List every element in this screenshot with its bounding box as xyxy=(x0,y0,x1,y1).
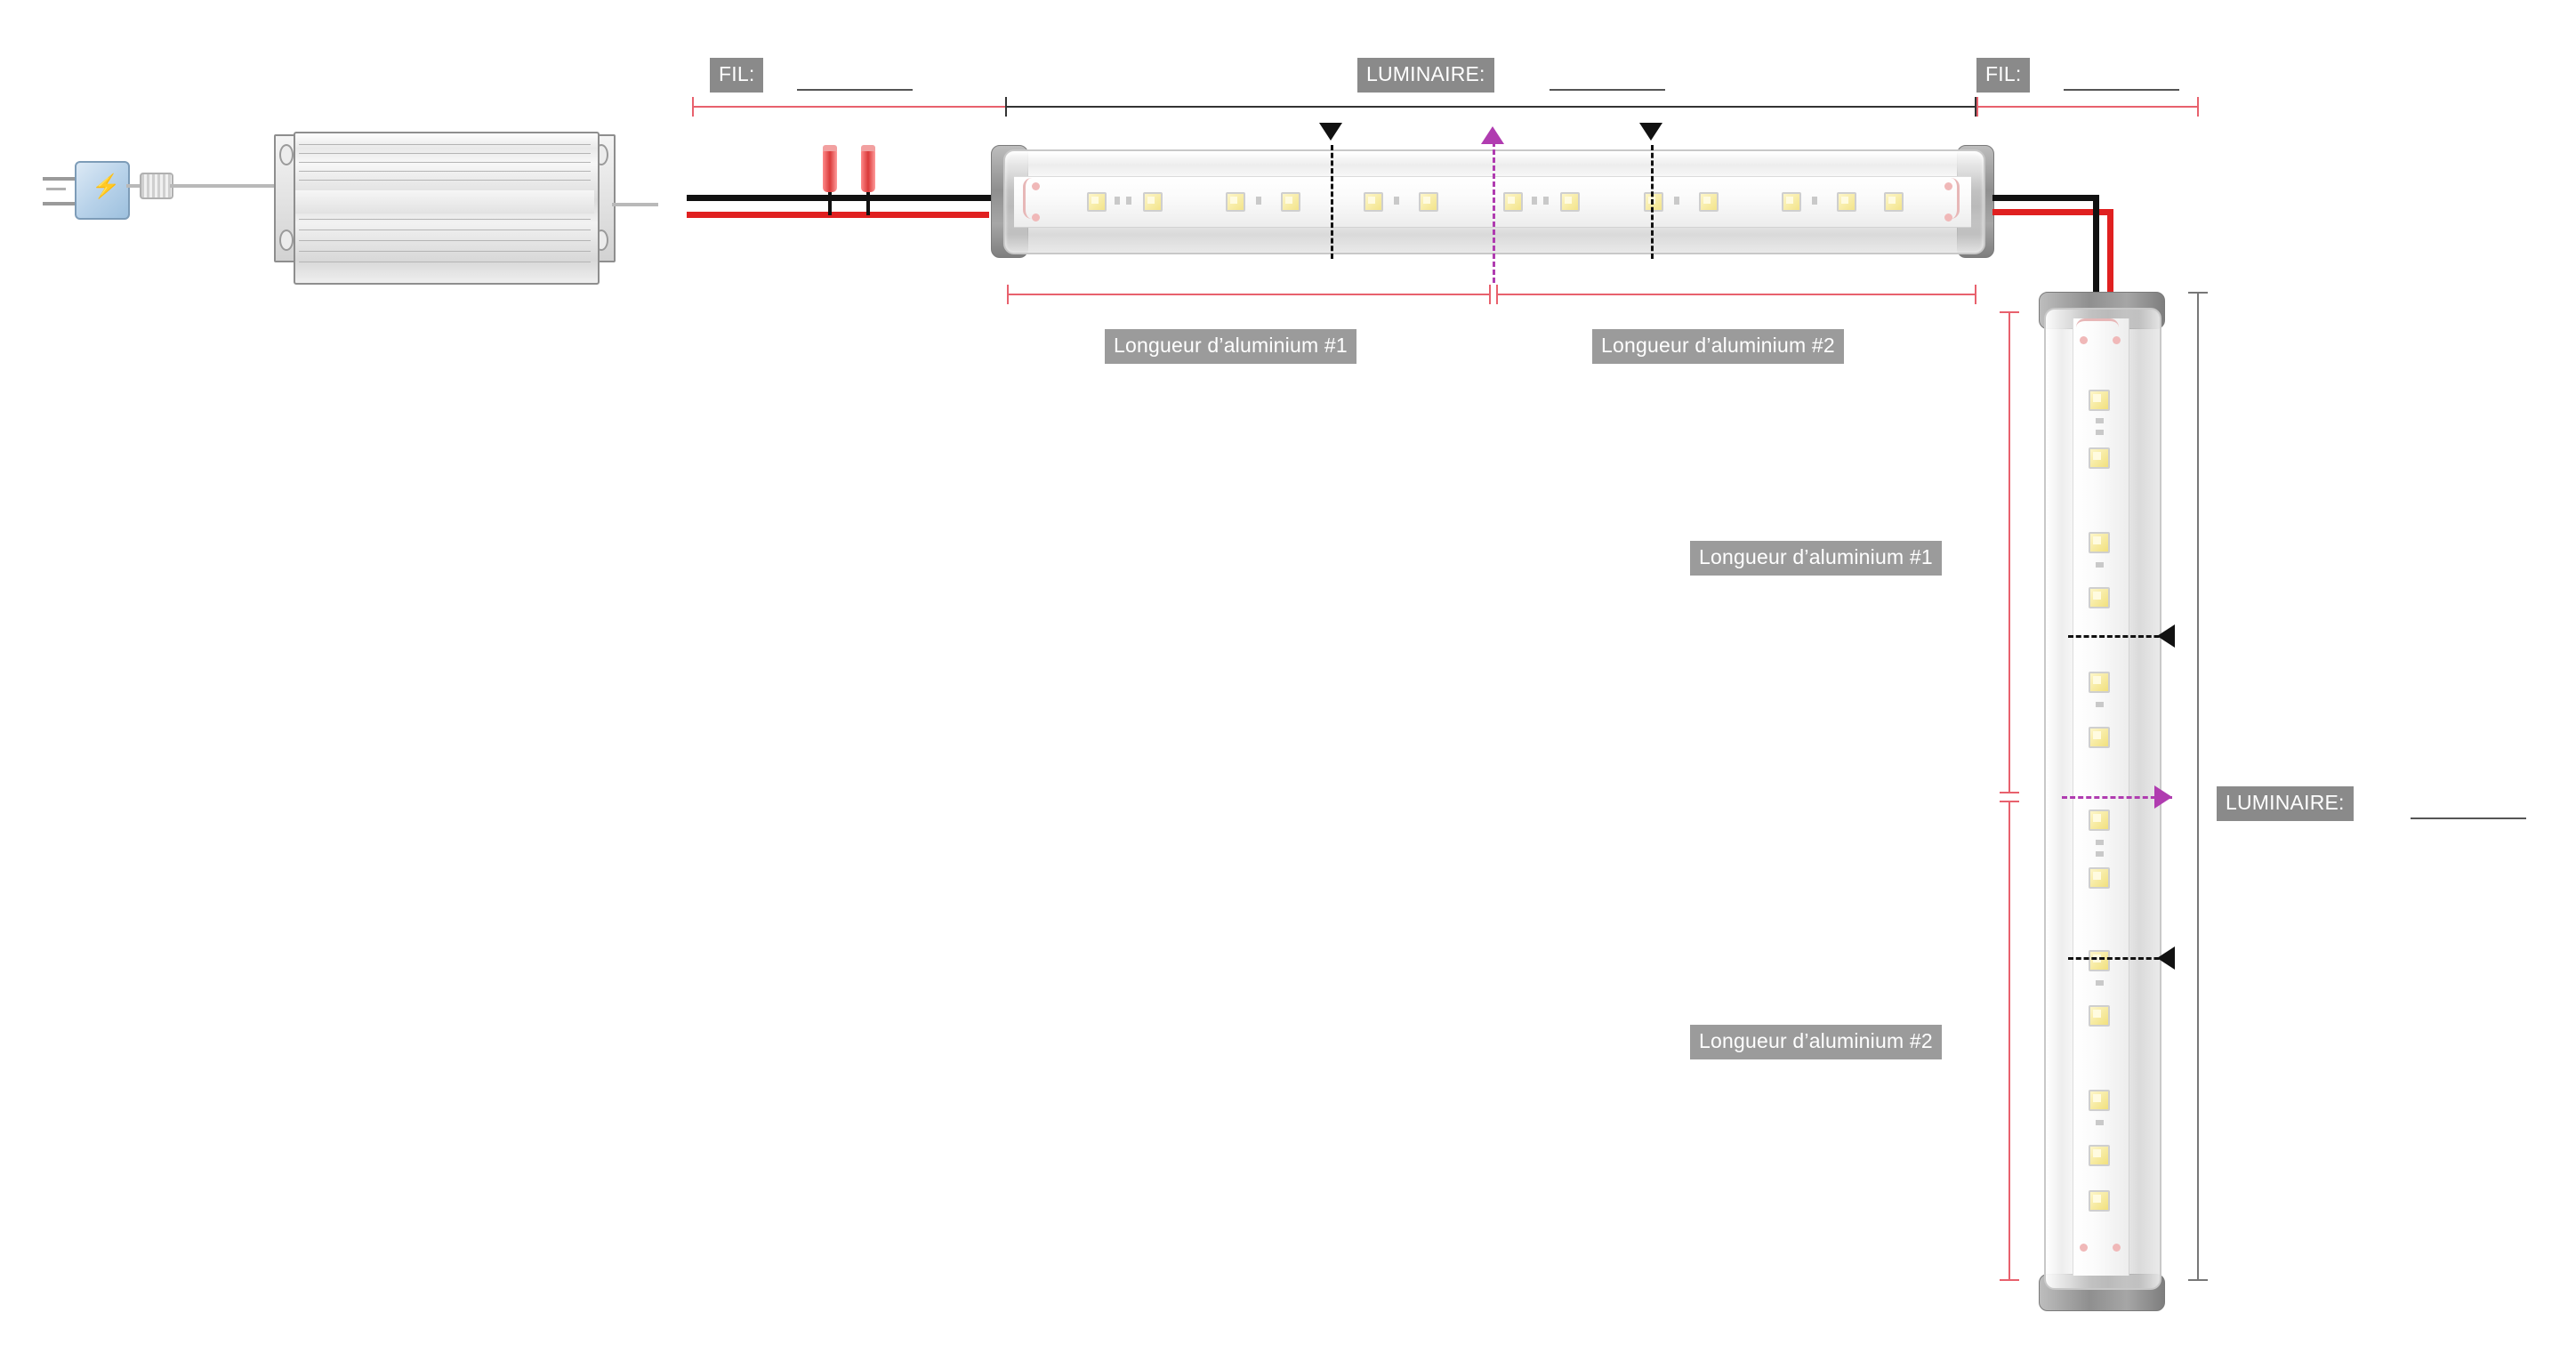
resistor-chip xyxy=(1256,197,1261,205)
cut-marker-triangle-1 xyxy=(1319,123,1342,141)
psu-fin-3 xyxy=(299,162,591,163)
fill-line-fil-left[interactable] xyxy=(797,89,913,91)
cut-marker-triangle-v-1 xyxy=(2157,624,2175,648)
plug-ground-pin xyxy=(46,188,66,190)
resistor-chip xyxy=(2096,418,2104,423)
label-alu1-right: Longueur d’aluminium #1 xyxy=(1690,541,1942,576)
led-chip xyxy=(1143,192,1163,212)
resistor-chip xyxy=(2096,1120,2104,1125)
internal-wire-right xyxy=(1937,178,1960,219)
dimension-line-alu1-right xyxy=(2008,311,2010,793)
label-fil-right: FIL: xyxy=(1976,58,2030,93)
led-chip xyxy=(2089,1090,2110,1111)
led-chip xyxy=(2089,447,2110,469)
resistor-chip xyxy=(2096,562,2104,568)
dimension-tick xyxy=(1007,285,1009,304)
dimension-tick xyxy=(1975,285,1976,304)
led-chip xyxy=(1419,192,1438,212)
cut-marker-triangle-v-center xyxy=(2154,785,2172,809)
label-alu2-right: Longueur d’aluminium #2 xyxy=(1690,1025,1942,1059)
dimension-line-luminaire-top xyxy=(1005,106,1976,108)
psu-fin-1 xyxy=(299,144,591,145)
fill-line-luminaire-right[interactable] xyxy=(2411,817,2526,819)
dimension-tick xyxy=(2188,1279,2208,1281)
wire-black-out xyxy=(1992,195,2099,201)
plug-prong-top xyxy=(43,177,76,181)
wire-nut-black-lead xyxy=(828,192,832,215)
psu-output-lead xyxy=(612,203,658,206)
resistor-chip xyxy=(1674,197,1679,205)
dimension-tick xyxy=(2000,801,2019,802)
psu-fin-4 xyxy=(299,171,591,172)
fill-line-fil-right[interactable] xyxy=(2064,89,2179,91)
led-chip xyxy=(2089,867,2110,889)
dimension-tick xyxy=(1496,285,1498,304)
resistor-chip xyxy=(1543,197,1549,205)
cut-line-2 xyxy=(1651,145,1654,259)
internal-wire-top xyxy=(2076,318,2119,342)
plug-prong-bottom xyxy=(43,202,76,205)
dimension-tick xyxy=(2000,311,2019,313)
led-chip xyxy=(1087,192,1107,212)
wire-red-segment-left xyxy=(687,212,989,218)
led-chip xyxy=(2089,532,2110,553)
dimension-line-alu2-top xyxy=(1496,294,1976,295)
psu-fin-6 xyxy=(299,219,591,220)
led-chip xyxy=(1281,192,1300,212)
led-chip xyxy=(1226,192,1245,212)
label-alu1-top: Longueur d’aluminium #1 xyxy=(1105,329,1356,364)
dimension-line-alu2-right xyxy=(2008,801,2010,1281)
cut-marker-triangle-2 xyxy=(1639,123,1662,141)
resistor-chip xyxy=(1532,197,1537,205)
wire-black-segment-left xyxy=(687,195,989,201)
psu-center-band xyxy=(295,190,594,213)
resistor-chip xyxy=(1812,197,1817,205)
solder-pad xyxy=(2113,1244,2121,1252)
lightning-bolt-icon: ⚡ xyxy=(92,173,121,199)
cable-coil xyxy=(140,173,173,199)
led-chip xyxy=(2089,1005,2110,1027)
resistor-chip xyxy=(2096,702,2104,707)
cut-marker-triangle-center xyxy=(1481,126,1504,144)
led-chip xyxy=(1644,192,1663,212)
dimension-tick xyxy=(692,97,694,117)
psu-input-cable-2 xyxy=(170,184,286,188)
label-alu2-top: Longueur d’aluminium #2 xyxy=(1592,329,1844,364)
dimension-tick xyxy=(1489,285,1491,304)
led-chip xyxy=(1560,192,1580,212)
dimension-line-fil-right xyxy=(1976,106,2199,108)
led-chip xyxy=(1364,192,1383,212)
dimension-tick xyxy=(2197,97,2199,117)
resistor-chip xyxy=(2096,430,2104,435)
cut-marker-triangle-v-2 xyxy=(2157,946,2175,970)
led-chip xyxy=(1837,192,1856,212)
led-chip xyxy=(1503,192,1523,212)
led-chip xyxy=(2089,1145,2110,1166)
led-chip xyxy=(1884,192,1904,212)
resistor-chip xyxy=(2096,980,2104,986)
label-luminaire-right: LUMINAIRE: xyxy=(2217,786,2354,821)
internal-wire-left xyxy=(1023,178,1045,219)
led-chip xyxy=(1782,192,1801,212)
resistor-chip xyxy=(1126,197,1131,205)
wire-nut-black-cap xyxy=(823,145,837,151)
led-chip xyxy=(2089,672,2110,693)
led-chip xyxy=(2089,1190,2110,1212)
wire-red-down xyxy=(2107,209,2113,302)
led-chip xyxy=(2089,809,2110,831)
dimension-line-fil-left xyxy=(692,106,1007,108)
wire-black-down xyxy=(2093,195,2099,302)
dimension-line-luminaire-right xyxy=(2197,292,2199,1281)
led-chip xyxy=(1699,192,1719,212)
led-chip xyxy=(2089,727,2110,748)
resistor-chip xyxy=(1394,197,1399,205)
fill-line-luminaire-top[interactable] xyxy=(1550,89,1665,91)
psu-screw-top-left xyxy=(279,144,294,165)
psu-fin-2 xyxy=(299,153,591,154)
dimension-tick xyxy=(1976,97,1978,117)
label-luminaire-top: LUMINAIRE: xyxy=(1357,58,1494,93)
resistor-chip xyxy=(1115,197,1120,205)
label-fil-left: FIL: xyxy=(710,58,763,93)
dimension-tick xyxy=(2000,792,2019,793)
psu-fin-5 xyxy=(299,180,591,181)
resistor-chip xyxy=(2096,851,2104,857)
psu-screw-bottom-left xyxy=(279,230,294,251)
dimension-line-alu1-top xyxy=(1007,294,1491,295)
wire-nut-black xyxy=(823,149,837,192)
solder-pad xyxy=(2080,1244,2088,1252)
psu-fin-9 xyxy=(299,251,591,252)
wire-nut-red-cap xyxy=(861,145,875,151)
dimension-tick xyxy=(1005,97,1007,117)
resistor-chip xyxy=(2096,840,2104,845)
led-chip xyxy=(2089,950,2110,971)
wire-nut-red-lead xyxy=(866,192,870,215)
wire-nut-red xyxy=(861,149,875,192)
dimension-tick xyxy=(2188,292,2208,294)
dimension-tick xyxy=(2000,1279,2019,1281)
cut-line-1 xyxy=(1331,145,1333,259)
psu-fin-8 xyxy=(299,240,591,241)
led-chip xyxy=(2089,390,2110,411)
cut-line-center xyxy=(1493,133,1495,283)
led-chip xyxy=(2089,587,2110,608)
